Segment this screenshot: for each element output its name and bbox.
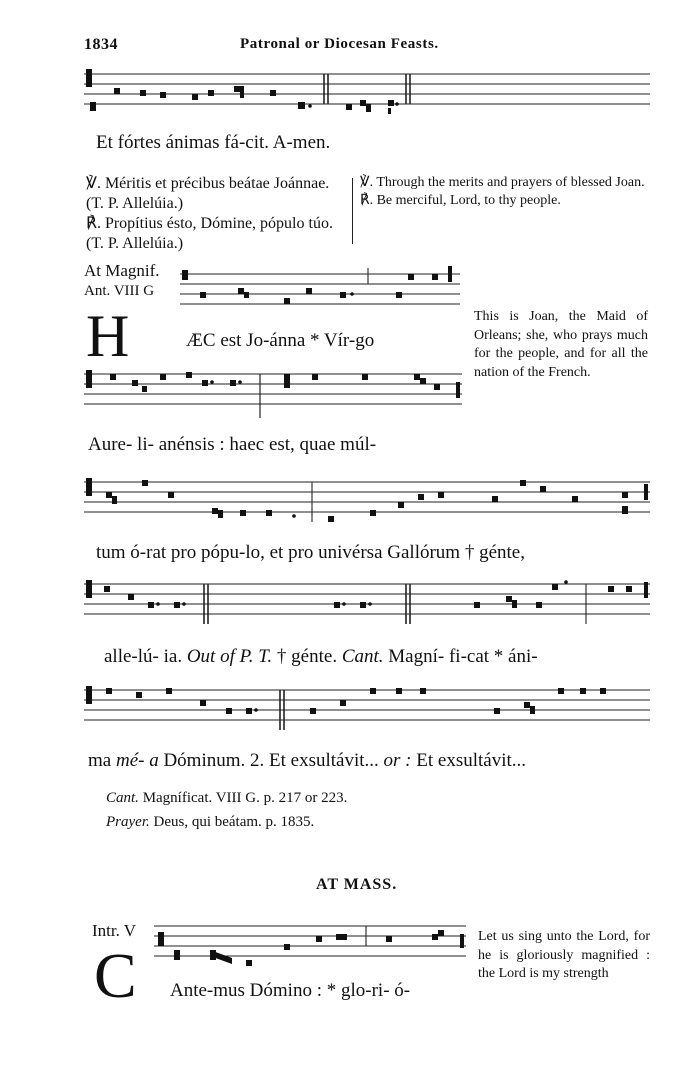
prayer-note (106, 814, 314, 831)
page-number: 1834 (84, 36, 118, 53)
introit-lyric: Ante-mus Dómino : * glo-ri- ó- (170, 980, 411, 1001)
response-latin-1: ℟. Propítius ésto, Dómine, pópulo túo. (T. P. Allelúia.) (86, 215, 333, 252)
antiphon-lyric-3: tum ó-rat pro pópu-lo, et pro univérsa Gallórum † génte, (96, 542, 525, 563)
introit-label: Intr. V (92, 921, 137, 940)
versicle-latin (86, 174, 348, 254)
lyric-4-gente: † génte. (276, 646, 338, 667)
antiphon-lyric-1: ÆC est Jo-ánna * Vír-go (186, 330, 375, 351)
lyric-4-rubric: Out of P. T. (186, 646, 273, 667)
chant-staff-1 (84, 64, 650, 120)
canticle-note (106, 790, 347, 807)
antiphon-translation: This is Joan, the Maid of Orleans; she, who prays much for the people, and for all the nation of the French. (474, 309, 648, 380)
chant-1-lyric: Et fórtes ánimas fá-cit. A-men. (96, 132, 331, 153)
introit-staff (154, 920, 466, 974)
prayer-note-text: Deus, qui beátam. p. 1835. (153, 814, 315, 830)
canticle-note-text: Magníficat. VIII G. p. 217 or 223. (142, 790, 348, 806)
running-title: Patronal or Diocesan Feasts. (240, 36, 439, 52)
prayer-note-label: Prayer. (106, 814, 150, 830)
lyric-4-alleluia: alle-lú- ia. (104, 646, 183, 667)
versicle-english-1: ℣. Through the merits and prayers of blessed Joan. (360, 175, 645, 190)
antiphon-staff-4 (84, 572, 650, 632)
antiphon-label-2: Ant. VIII G (84, 283, 155, 299)
page-header (84, 36, 650, 60)
canticle-note-label: Cant. (106, 790, 139, 806)
lyric-5-exsultavit: Et exsultávit... (416, 750, 527, 771)
antiphon-lyric-4 (104, 646, 538, 668)
lyric-5-ma: ma (88, 750, 112, 771)
antiphon-label-1: At Magnif. (84, 261, 160, 280)
antiphon-staff-2 (84, 364, 462, 420)
lyric-5-or: or : (383, 750, 412, 771)
response-english-1: ℟. Be merciful, Lord, to thy people. (360, 193, 561, 208)
section-title-mass: AT MASS. (316, 876, 398, 893)
introit-translation: Let us sing unto the Lord, for he is gloriously magnified : the Lord is my strength (478, 929, 650, 981)
versicle-latin-1: ℣. Méritis et précibus beátae Joánnae. (T. P. Allelúia.) (86, 175, 330, 212)
lyric-4-magnificat: Magní- fi-cat * áni- (388, 646, 538, 667)
antiphon-lyric-5 (88, 750, 526, 772)
versicle-english (360, 174, 648, 210)
lyric-4-cant: Cant. (341, 646, 384, 667)
antiphon-initial: H (86, 303, 130, 369)
antiphon-lyric-2: Aure- li- anénsis : haec est, quae múl- (88, 434, 377, 455)
antiphon-staff-3 (84, 470, 650, 530)
antiphon-staff-1 (180, 260, 460, 310)
introit-initial: C (94, 940, 137, 1011)
lyric-5-dominum: Dóminum. 2. Et exsultávit... (163, 750, 379, 771)
antiphon-staff-5 (84, 678, 650, 738)
column-divider (352, 178, 353, 244)
lyric-5-mea: mé- a (115, 750, 159, 771)
